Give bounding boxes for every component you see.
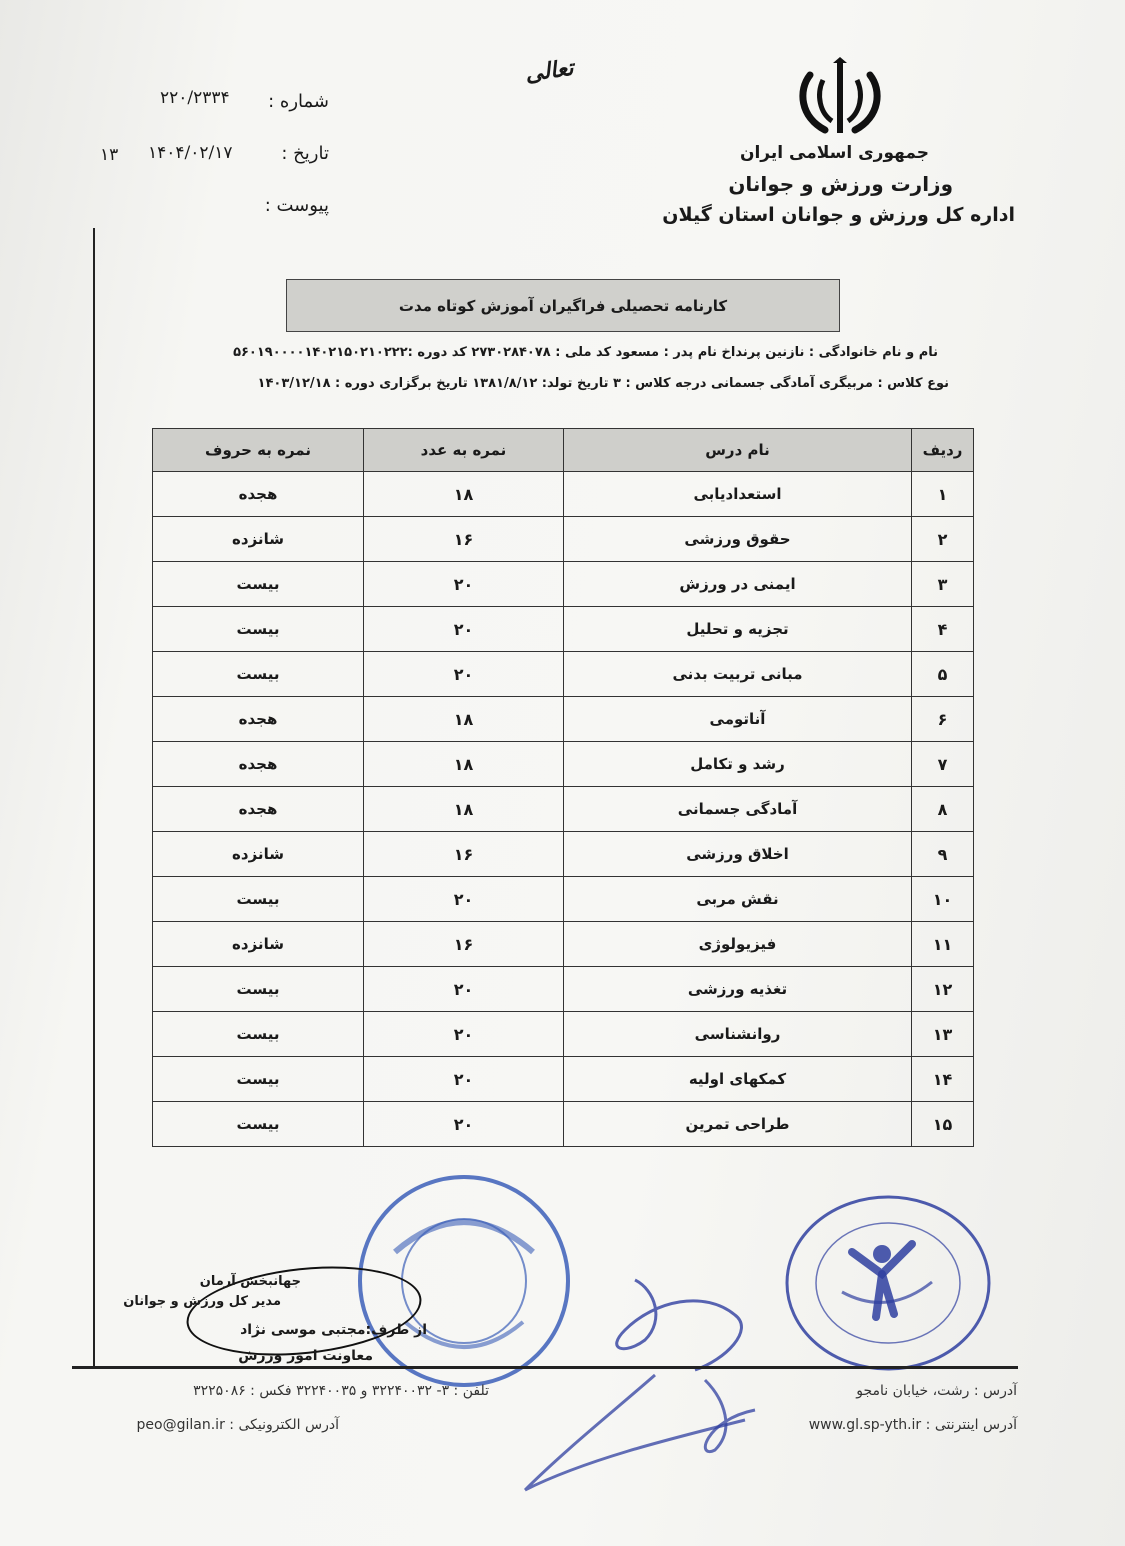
course-name: اخلاق ورزشی [564,832,912,877]
table-row [153,967,974,1012]
grade-text: بیست [153,1102,364,1147]
table-row [153,877,974,922]
signer-title-1: مدیر کل ورزش و جوانان [123,1294,281,1309]
grade-number: ۱۶ [364,517,564,562]
grade-text: هجده [153,742,364,787]
ministry-line-1: جمهوری اسلامی ایران [739,143,929,163]
grade-text: بیست [153,1012,364,1057]
handwritten-signature-icon [505,1260,825,1520]
table-header-row [153,429,974,472]
signer-title-2: معاونت امور ورزش [238,1348,373,1364]
report-title: کارنامه تحصیلی فراگیران آموزش کوتاه مدت [286,279,840,332]
course-name: ایمنی در ورزش [564,562,912,607]
table-row [153,742,974,787]
attachment-label: پیوست : [264,195,329,216]
grade-number: ۱۶ [364,922,564,967]
course-name: روانشناسی [564,1012,912,1057]
row-number: ۶ [912,697,974,742]
grade-text: بیست [153,607,364,652]
table-row [153,472,974,517]
ministry-line-2: وزارت ورزش و جوانان [728,172,953,196]
footer-rule [72,1366,1018,1369]
grades-table [152,428,974,1147]
table-row [153,1012,974,1057]
table-row [153,652,974,697]
table-row [153,562,974,607]
header-course: نام درس [564,429,912,472]
grade-number: ۲۰ [364,607,564,652]
row-number: ۱۵ [912,1102,974,1147]
table-row [153,787,974,832]
course-name: کمکهای اولیه [564,1057,912,1102]
row-number: ۱۳ [912,1012,974,1057]
course-name: فیزیولوژی [564,922,912,967]
grade-number: ۱۸ [364,697,564,742]
course-name: نقش مربی [564,877,912,922]
footer-email: آدرس الکترونیکی : peo@gilan.ir [136,1417,339,1433]
course-name: آمادگی جسمانی [564,787,912,832]
row-number: ۱ [912,472,974,517]
grade-text: شانزده [153,517,364,562]
row-number: ۵ [912,652,974,697]
course-name: استعدادیابی [564,472,912,517]
table-row [153,1102,974,1147]
grade-number: ۲۰ [364,1012,564,1057]
grade-text: شانزده [153,832,364,877]
grade-text: هجده [153,472,364,517]
margin-rule [93,228,95,1368]
header-row-number: ردیف [912,429,974,472]
grade-number: ۲۰ [364,652,564,697]
footer-phone: تلفن : ۳- ۳۲۲۴۰۰۳۲ و ۳۲۲۴۰۰۳۵ فکس : ۳۲۲۵۰۸۶ [193,1383,489,1399]
grade-text: بیست [153,877,364,922]
row-number: ۱۲ [912,967,974,1012]
row-number: ۹ [912,832,974,877]
course-name: مبانی تربیت بدنی [564,652,912,697]
grade-text: بیست [153,562,364,607]
header-grade-number: نمره به عدد [364,429,564,472]
row-number: ۴ [912,607,974,652]
grade-number: ۲۰ [364,1057,564,1102]
grade-text: هجده [153,697,364,742]
course-name: حقوق ورزشی [564,517,912,562]
date-label: تاریخ : [281,143,329,164]
row-number: ۱۱ [912,922,974,967]
grade-number: ۲۰ [364,877,564,922]
grade-text: شانزده [153,922,364,967]
table-row [153,922,974,967]
row-number: ۱۰ [912,877,974,922]
grade-number: ۱۸ [364,472,564,517]
grade-text: هجده [153,787,364,832]
student-info-line-1: نام و نام خانوادگی : نازنین پرنداخ نام پدر : مسعود کد ملی : ۲۷۳۰۲۸۴۰۷۸ کد دوره :۵۶۰۱۹۰۰۰۰۱۴۰۲۱۵۰۲۱۰۲۲۲ [233,345,938,360]
grade-text: بیست [153,652,364,697]
table-row [153,832,974,877]
course-name: آناتومی [564,697,912,742]
footer-website: آدرس اینترنتی : www.gl.sp-yth.ir [808,1417,1017,1433]
number-value: ۲۲۰/۲۳۳۴ [160,88,230,108]
row-number: ۸ [912,787,974,832]
grade-number: ۱۸ [364,742,564,787]
signer-name-1: جهانبخش آرمان [199,1274,301,1289]
grade-text: بیست [153,967,364,1012]
grade-number: ۲۰ [364,562,564,607]
row-number: ۱۴ [912,1057,974,1102]
table-row [153,607,974,652]
row-number: ۷ [912,742,974,787]
course-name: تجزیه و تحلیل [564,607,912,652]
iran-emblem-icon [790,55,890,145]
grade-number: ۲۰ [364,967,564,1012]
ministry-line-3: اداره کل ورزش و جوانان استان گیلان [662,204,1015,226]
grade-number: ۱۶ [364,832,564,877]
signer-name-2: از طرف:مجتبی موسی نژاد [240,1322,427,1338]
course-name: رشد و تکامل [564,742,912,787]
grade-number: ۱۸ [364,787,564,832]
course-name: تغذیه ورزشی [564,967,912,1012]
grade-number: ۲۰ [364,1102,564,1147]
date-value: ۱۴۰۴/۰۲/۱۷ [148,143,233,163]
table-row [153,1057,974,1102]
row-number: ۲ [912,517,974,562]
date-extra: ۱۳ [100,145,119,165]
student-info-line-2: نوع کلاس : مربیگری آمادگی جسمانی درجه کلاس : ۳ تاریخ تولد: ۱۳۸۱/۸/۱۲ تاریخ برگزاری دوره : ۱۴۰۳/۱۲/۱۸ [257,376,949,391]
footer-address: آدرس : رشت، خیابان نامجو [856,1383,1017,1399]
grade-text: بیست [153,1057,364,1102]
table-row [153,517,974,562]
header-grade-text: نمره به حروف [153,429,364,472]
table-row [153,697,974,742]
course-name: طراحی تمرین [564,1102,912,1147]
logo-glyph: تعالی [523,54,576,88]
row-number: ۳ [912,562,974,607]
number-label: شماره : [268,91,329,112]
